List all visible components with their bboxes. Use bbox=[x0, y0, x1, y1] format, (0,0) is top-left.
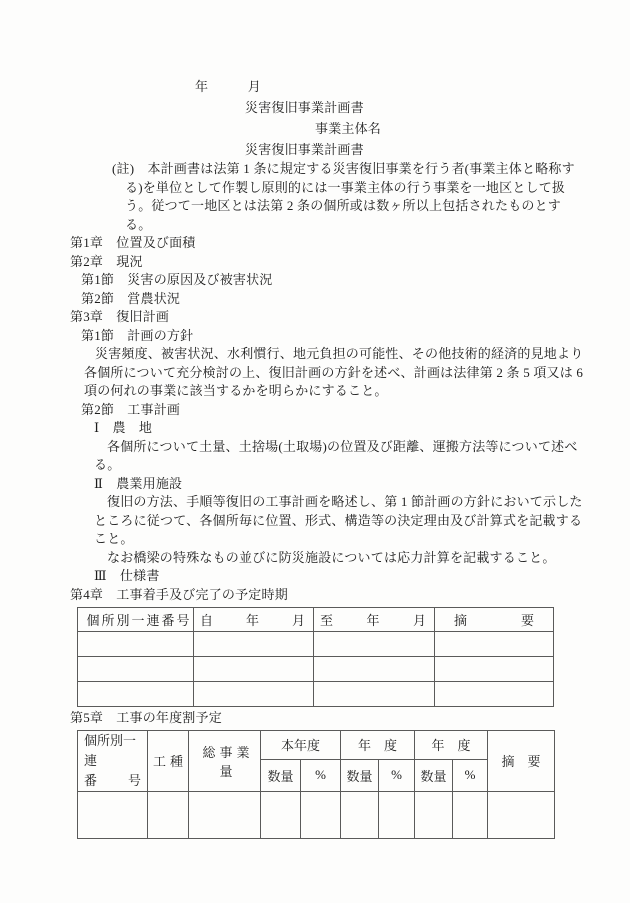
cell-from[interactable] bbox=[194, 632, 314, 657]
pct-header bbox=[453, 760, 488, 791]
document-line: 項の何れの事業に該当するかを明らかにすること。 bbox=[84, 383, 388, 398]
document-line: Ⅱ 農業用施設 bbox=[94, 475, 183, 491]
chapter5-heading: 第5章 工事の年度割予定 bbox=[70, 710, 222, 725]
alloc-col-remarks bbox=[488, 730, 555, 791]
cell-remarks[interactable] bbox=[435, 682, 554, 707]
total-quantity-label: 総事業量 bbox=[202, 744, 254, 779]
serial-line2-right: 号 bbox=[127, 772, 141, 788]
alloc-col-serial bbox=[78, 730, 148, 791]
cell-qty[interactable] bbox=[341, 791, 379, 838]
serial-line1: 個所別一連 bbox=[84, 732, 137, 768]
alloc-group-thisyear bbox=[261, 730, 341, 760]
cell-serial[interactable] bbox=[78, 791, 148, 838]
worktype-label-left: 工 bbox=[153, 754, 167, 769]
to-month-label: 月 bbox=[412, 613, 426, 628]
document-line: なお橋梁の特殊なもの並びに防災施設については応力計算を記載すること。 bbox=[107, 549, 556, 565]
alloc-remarks-label: 摘 要 bbox=[501, 754, 541, 769]
document-header bbox=[70, 76, 630, 160]
cell-to[interactable] bbox=[314, 657, 435, 682]
document-line: 復旧の方法、手順等復旧の工事計画を略述し、第 1 節計画の方針において示した bbox=[107, 494, 583, 509]
cell-pct[interactable] bbox=[301, 791, 341, 838]
schedule-col-to bbox=[314, 608, 435, 632]
cell-remarks[interactable] bbox=[488, 791, 555, 838]
document-body bbox=[70, 160, 630, 604]
cell-pct[interactable] bbox=[453, 791, 488, 838]
pct-header bbox=[301, 760, 341, 791]
cell-from[interactable] bbox=[194, 657, 314, 682]
from-prefix: 自 bbox=[200, 613, 214, 628]
header-line: 事業主体名 bbox=[315, 121, 382, 136]
serial-header-label: 個所別一連番号 bbox=[86, 613, 192, 628]
qty-label: 数量 bbox=[420, 768, 447, 784]
document-line: る)を単位として作製し原則的には一事業主体の行う事業を一地区として扱 bbox=[125, 179, 566, 195]
from-year-label: 年 bbox=[245, 613, 259, 628]
header-line: 年 月 bbox=[195, 79, 262, 94]
cell-remarks[interactable] bbox=[435, 632, 554, 657]
cell-qty[interactable] bbox=[261, 791, 301, 838]
remarks-label-right: 要 bbox=[520, 613, 534, 628]
document-line: う。従つて一地区とは法第 2 条の個所或は数ヶ所以上包括されたものとす bbox=[125, 198, 562, 213]
worktype-label-right: 種 bbox=[169, 754, 183, 769]
cell-serial[interactable] bbox=[78, 682, 194, 707]
alloc-col-total bbox=[189, 730, 261, 791]
pct-label: % bbox=[464, 767, 476, 783]
schedule-col-from bbox=[194, 608, 314, 632]
alloc-empty-row[interactable] bbox=[78, 791, 555, 838]
qty-label: 数量 bbox=[267, 768, 294, 784]
document-line: 第2節 営農状況 bbox=[81, 290, 181, 306]
cell-qty[interactable] bbox=[415, 791, 453, 838]
qty-header bbox=[341, 760, 379, 791]
document-line: 各個所について充分検討の上、復旧計画の方針を述べ、計画は法律第 2 条 5 項又は 6 bbox=[84, 364, 584, 380]
cell-from[interactable] bbox=[194, 682, 314, 707]
document-line: Ⅰ 農 地 bbox=[94, 420, 153, 435]
document-line: Ⅲ 仕様書 bbox=[94, 568, 160, 583]
document-line: る。 bbox=[94, 457, 121, 472]
year2-label: 年 度 bbox=[358, 738, 398, 754]
cell-total[interactable] bbox=[189, 791, 261, 838]
header-line: 災害復旧事業計画書 bbox=[245, 100, 364, 115]
serial-line2-left: 番 bbox=[84, 772, 98, 788]
thisyear-label: 本年度 bbox=[281, 738, 321, 754]
remarks-label-left: 摘 bbox=[454, 613, 468, 628]
document-line: 第1節 計画の方針 bbox=[81, 327, 194, 343]
document-line: 災害頻度、被害状況、水利慣行、地元負担の可能性、その他技術的経済的見地より bbox=[95, 346, 584, 361]
alloc-col-worktype bbox=[148, 730, 189, 791]
yearly-allocation-table bbox=[77, 730, 555, 839]
pct-header bbox=[379, 760, 415, 791]
document-line: 第2節 工事計画 bbox=[81, 401, 181, 417]
document-line: 第1章 位置及び面積 bbox=[70, 235, 196, 250]
alloc-group-year3 bbox=[415, 730, 488, 760]
document-line: 第1節 災害の原因及び被害状況 bbox=[81, 272, 273, 287]
alloc-group-year2 bbox=[341, 730, 415, 760]
schedule-col-remarks bbox=[435, 608, 554, 632]
document-line: 第4章 工事着手及び完了の予定時期 bbox=[70, 586, 288, 602]
cell-to[interactable] bbox=[314, 632, 435, 657]
to-year-label: 年 bbox=[366, 613, 380, 628]
document-line: こと。 bbox=[94, 531, 134, 546]
qty-header bbox=[261, 760, 301, 791]
document-line: 第3章 復旧計画 bbox=[70, 309, 170, 324]
cell-remarks[interactable] bbox=[435, 657, 554, 682]
year3-label: 年 度 bbox=[431, 738, 471, 754]
pct-label: % bbox=[391, 767, 402, 783]
cell-worktype[interactable] bbox=[148, 791, 189, 838]
schedule-empty-row[interactable] bbox=[78, 682, 554, 707]
document-line: る。 bbox=[125, 216, 152, 232]
document-line: (註) 本計画書は法第 1 条に規定する災害復旧事業を行う者(事業主体と略称す bbox=[112, 161, 575, 176]
document-line: 各個所について土量、土捨場(土取場)の位置及び距離、運搬方法等について述べ bbox=[107, 438, 578, 454]
schedule-table bbox=[77, 607, 554, 707]
cell-serial[interactable] bbox=[78, 657, 194, 682]
cell-to[interactable] bbox=[314, 682, 435, 707]
from-month-label: 月 bbox=[291, 613, 305, 628]
qty-header bbox=[415, 760, 453, 791]
document-line: ところに従つて、各個所毎に位置、形式、構造等の決定理由及び計算式を記載する bbox=[94, 512, 583, 528]
qty-label: 数量 bbox=[346, 768, 373, 784]
schedule-empty-row[interactable] bbox=[78, 657, 554, 682]
header-line: 災害復旧事業計画書 bbox=[245, 142, 364, 157]
schedule-empty-row[interactable] bbox=[78, 632, 554, 657]
cell-serial[interactable] bbox=[78, 632, 194, 657]
to-prefix: 至 bbox=[320, 613, 334, 628]
schedule-col-serial bbox=[78, 608, 194, 632]
cell-pct[interactable] bbox=[379, 791, 415, 838]
pct-label: % bbox=[315, 767, 326, 783]
document-line: 第2章 現況 bbox=[70, 253, 143, 269]
